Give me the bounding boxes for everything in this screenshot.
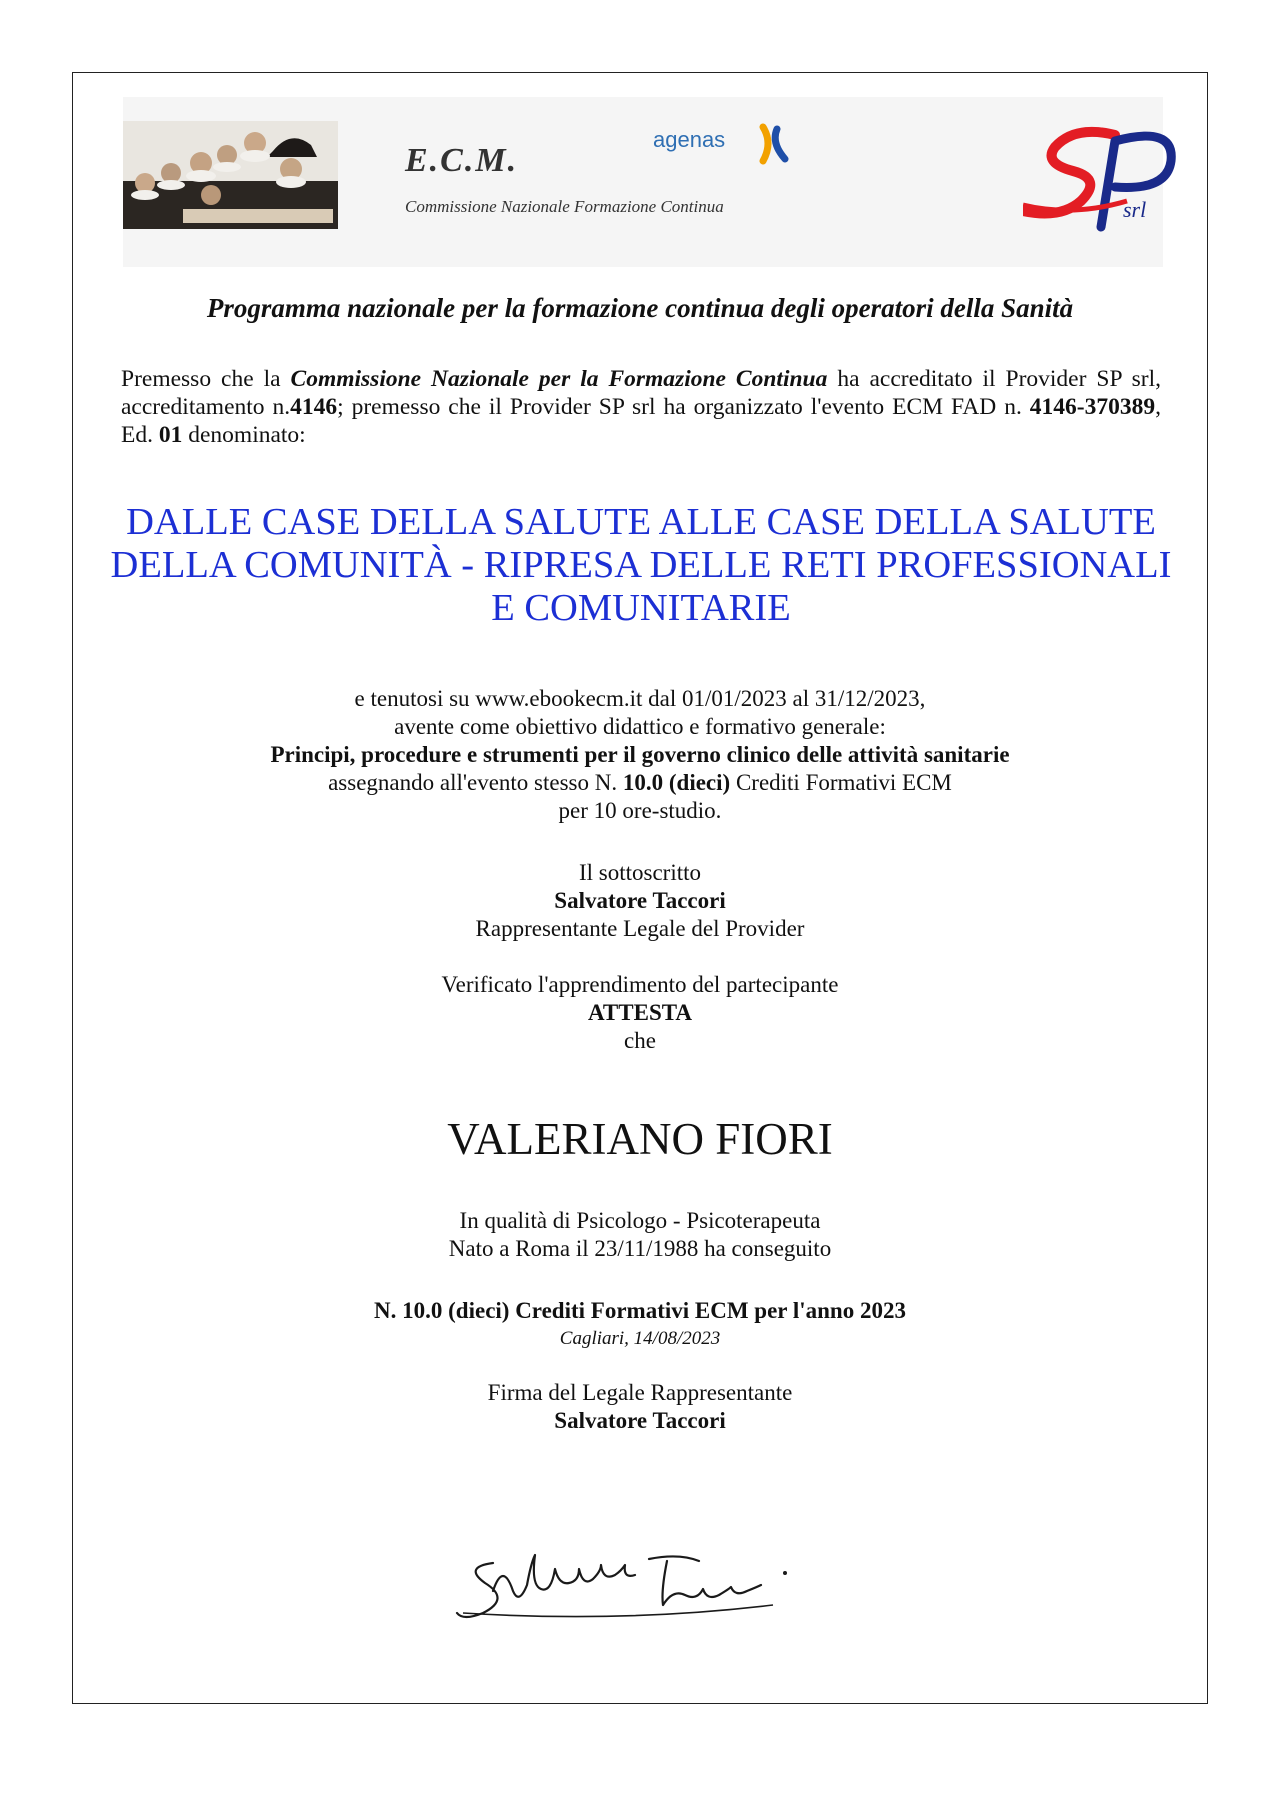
objective-intro: avente come obiettivo didattico e formativo generale: [394,714,886,739]
accreditation-number: 4146 [290,394,338,420]
place-date: Cagliari, 14/08/2023 [559,1328,721,1349]
participant-name: VALERIANO FIORI [447,1114,833,1164]
event-dates: e tenutosi su www.ebookecm.it dal 01/01/2023 al 31/12/2023, [354,686,926,711]
credits-text: Crediti Formativi ECM [730,770,952,795]
participant-info [73,1207,1207,1263]
premise-text: , Ed. [121,394,1161,448]
agenas-logo-icon [755,123,795,165]
anatomy-lesson-painting-image [123,121,338,229]
premise-text: denominato: [182,422,306,448]
objective-text: Principi, procedure e strumenti per il governo clinico delle attività sanitarie [270,742,1010,767]
che-text: che [624,1028,656,1053]
certificate-frame [72,72,1208,1704]
study-hours: per 10 ore-studio. [558,798,722,823]
footer-signature-block [73,1379,1207,1435]
attesta-label: ATTESTA [588,1000,692,1025]
program-title: Programma nazionale per la formazione continua degli operatori della Sanità [206,293,1074,323]
premise-text: Premesso che la [121,366,291,392]
sp-srl-text: srl [1123,197,1147,222]
credits-number: 10.0 (dieci) [622,770,731,795]
signatory-role: Rappresentante Legale del Provider [475,916,805,941]
agenas-logo-text: agenas [653,127,726,152]
participant-birth: Nato a Roma il 23/11/1988 ha conseguito [448,1236,832,1261]
ecm-logo-title: E.C.M. [405,142,519,179]
attestation-block [73,971,1207,1055]
logo-header [123,97,1163,267]
premise-paragraph [121,365,1161,449]
signatory-name: Salvatore Taccori [554,888,726,913]
event-details [73,685,1207,825]
ecm-logo-subtitle: Commissione Nazionale Formazione Continua [405,197,724,216]
handwritten-signature-image [453,1533,813,1633]
participant-qualification: In qualità di Psicologo - Psicoterapeuta [459,1208,821,1233]
signatory-block [73,859,1207,943]
signatory-intro: Il sottoscritto [578,860,702,885]
signature-name: Salvatore Taccori [554,1408,726,1433]
sp-srl-logo-icon [1023,107,1193,257]
credits-awarded: N. 10.0 (dieci) Crediti Formativi ECM per l'anno 2023 [374,1298,906,1323]
event-title: DALLE CASE DELLA SALUTE ALLE CASE DELLA SALUTE DELLA COMUNITÀ - RIPRESA DELLE RETI PROFESSIONALI E COMUNITARIE [110,501,1172,629]
signature-label: Firma del Legale Rappresentante [487,1380,793,1405]
credits-assigned [73,769,1207,797]
premise-text: ha accreditato il Provider SP srl, accreditamento n. [121,366,1161,420]
commission-name: Commissione Nazionale per la Formazione Continua [290,366,828,392]
edition-number: 01 [158,422,183,448]
verification-text: Verificato l'apprendimento del partecipante [441,972,839,997]
result-block [73,1297,1207,1353]
event-code: 4146-370389 [1029,394,1156,420]
credits-text: assegnando all'evento stesso N. [328,770,623,795]
premise-text: ; premesso che il Provider SP srl ha organizzato l'evento ECM FAD n. [337,394,1030,420]
